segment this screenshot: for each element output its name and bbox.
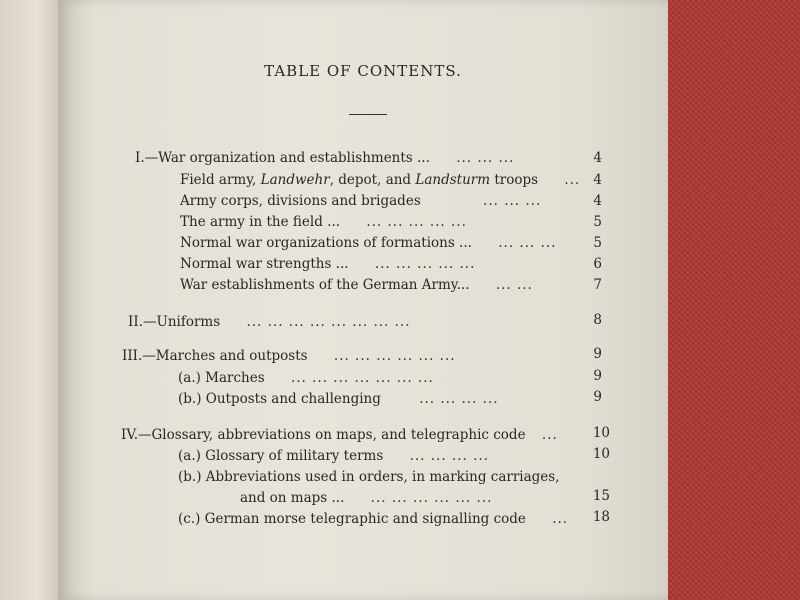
toc-entry	[178, 448, 489, 464]
toc-entry	[128, 314, 410, 330]
toc-entry	[180, 277, 533, 293]
title-rule	[349, 114, 387, 115]
toc-page-number: 6	[593, 256, 602, 272]
toc-entry-dots: ... ... ... ...	[409, 448, 489, 464]
toc-page-number: 15	[592, 488, 610, 504]
toc-page-number: 4	[593, 150, 602, 166]
toc-entry-dots: ... ... ... ... ... ... ... ...	[246, 314, 411, 330]
toc-entry-text: Normal war strengths ...	[180, 256, 349, 272]
toc-entry-text: War establishments of the German Army...	[180, 277, 470, 293]
toc-entry-text: (b.) Abbreviations used in orders, in marking carriages,	[178, 469, 560, 485]
page-title: TABLE OF CONTENTS.	[264, 62, 462, 80]
toc-entry-italic: Landsturm	[415, 172, 491, 188]
toc-entry	[180, 235, 556, 251]
toc-page-number: 9	[593, 368, 602, 384]
toc-entry-text: III.—Marches and outposts	[122, 348, 308, 364]
toc-page-number: 9	[593, 389, 602, 405]
toc-entry	[135, 150, 514, 166]
toc-entry-dots: ... ... ... ... ... ...	[333, 348, 456, 364]
toc-entry-text: II.—Uniforms	[128, 314, 221, 330]
toc-entry	[121, 427, 558, 443]
toc-page-number: 5	[593, 214, 602, 230]
toc-entry-text: I.—War organization and establishments ...	[135, 150, 430, 166]
toc-entry-text: troops	[490, 172, 539, 188]
toc-entry-text: IV.—Glossary, abbreviations on maps, and telegraphic code	[121, 427, 526, 443]
toc-entry-dots: ... ... ...	[498, 235, 557, 251]
toc-entry	[180, 172, 580, 188]
toc-entry	[178, 511, 568, 527]
toc-entry-dots: ... ... ... ... ... ... ...	[290, 370, 434, 386]
toc-entry-text: Field army,	[180, 172, 261, 188]
toc-entry	[178, 469, 560, 485]
toc-entry-dots: ... ... ... ...	[419, 391, 499, 407]
toc-page-number: 4	[593, 193, 602, 209]
toc-page-number: 18	[592, 509, 610, 525]
toc-page-number: 9	[593, 346, 602, 362]
toc-page-number: 5	[593, 235, 602, 251]
toc-page-number: 10	[592, 425, 610, 441]
toc-entry-text: , depot, and	[329, 172, 416, 188]
toc-entry-text: (a.) Glossary of military terms	[178, 448, 384, 464]
toc-page-number: 10	[592, 446, 610, 462]
toc-entry-text: (a.) Marches	[178, 370, 265, 386]
toc-entry	[178, 370, 434, 386]
toc-entry-dots: ... ... ...	[483, 193, 542, 209]
toc-entry-dots: ... ... ... ... ...	[374, 256, 476, 272]
toc-entry-dots: ... ...	[495, 277, 533, 293]
toc-entry-dots: ... ... ...	[456, 150, 515, 166]
toc-entry-text: The army in the field ...	[180, 214, 341, 230]
red-cloth-background	[660, 0, 800, 600]
toc-entry-dots: ...	[552, 511, 569, 527]
toc-entry-dots: ...	[541, 427, 558, 443]
toc-entry-dots: ...	[564, 172, 581, 188]
toc-entry	[180, 193, 541, 209]
book-page	[58, 0, 668, 600]
toc-entry	[122, 348, 456, 364]
toc-entry-text: (c.) German morse telegraphic and signalling code	[178, 511, 526, 527]
toc-entry	[180, 214, 467, 230]
toc-entry-italic: Landwehr	[260, 172, 330, 188]
toc-page-number: 4	[593, 172, 602, 188]
toc-entry	[180, 256, 475, 272]
toc-entry	[178, 391, 499, 407]
toc-entry-dots: ... ... ... ... ...	[366, 214, 467, 230]
toc-page-number: 8	[593, 312, 602, 328]
toc-entry-text: Normal war organizations of formations ...	[180, 235, 472, 251]
toc-page-number: 7	[593, 277, 602, 293]
toc-entry-dots: ... ... ... ... ... ...	[370, 490, 493, 506]
toc-entry-text: and on maps ...	[240, 490, 345, 506]
toc-entry	[240, 490, 492, 506]
toc-entry-text: (b.) Outposts and challenging	[178, 391, 381, 407]
toc-entry-text: Army corps, divisions and brigades	[180, 193, 421, 209]
facing-page-edge	[0, 0, 61, 600]
